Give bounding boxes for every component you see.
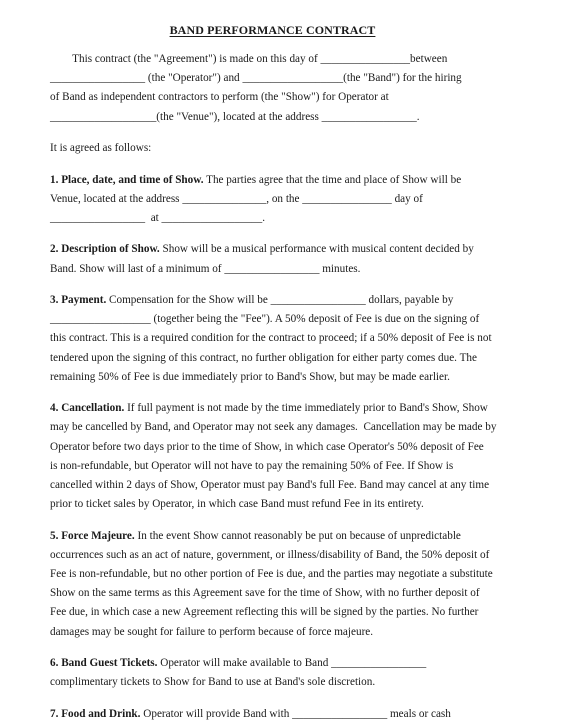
section-line: Operator before two days prior to the time of Show, in which case Operator's 50% deposit of Fee	[50, 440, 484, 453]
section-line: Show on the same terms as this Agreement save for the time of Show, with no further deposit of	[50, 587, 480, 600]
section-line: cancelled within 2 days of Show, Operator must pay Band's full Fee. Band may cancel at any time	[50, 479, 490, 492]
section-heading: 3. Payment.	[50, 294, 107, 307]
document-title	[0, 23, 545, 38]
section-line: Show will be a musical performance with musical content decided by	[159, 243, 474, 256]
section-line: prior to ticket sales by Operator, in which case Band must refund Fee in its entirety.	[50, 498, 424, 511]
section-line: __________________ (together being the "Fee"). A 50% deposit of Fee is due on the signing of	[50, 313, 480, 326]
section-line: this contract. This is a required condition for the contract to proceed; if a 50% deposit of Fee is not	[50, 332, 492, 345]
intro-line: of Band as independent contractors to perform (the "Show") for Operator at	[50, 91, 389, 104]
section-food-drink	[50, 705, 500, 724]
section-place-date-time	[50, 171, 500, 229]
section-heading: 1. Place, date, and time of Show.	[50, 173, 204, 186]
section-line: occurrences such as an act of nature, government, or illness/disability of Band, the 50% deposit of	[50, 548, 490, 561]
section-line: If full payment is not made by the time immediately prior to Band's Show, Show	[124, 402, 488, 415]
section-line: Fee due, in which case a new Agreement reflecting this will be signed by the parties. No further	[50, 606, 479, 619]
document-title-text: BAND PERFORMANCE CONTRACT	[169, 23, 376, 37]
document-body	[50, 50, 500, 724]
section-line: Compensation for the Show will be _________________ dollars, payable by	[106, 294, 454, 307]
section-line: complimentary tickets to Show for Band to use at Band's sole discretion.	[50, 676, 376, 689]
section-line: Operator will make available to Band _________________	[157, 657, 427, 670]
section-line: Band. Show will last of a minimum of _________________ minutes.	[50, 262, 361, 275]
section-heading: 6. Band Guest Tickets.	[50, 657, 158, 670]
section-heading: 2. Description of Show.	[50, 243, 160, 256]
section-line: _________________ at __________________.	[50, 211, 266, 224]
section-guest-tickets	[50, 654, 500, 692]
section-line: is non-refundable, but Operator will not have to pay the remaining 50% of Fee. If Show is	[50, 459, 454, 472]
agreed-text: It is agreed as follows:	[50, 142, 152, 155]
section-line: In the event Show cannot reasonably be put on because of unpredictable	[134, 529, 461, 542]
section-line: tendered upon the signing of this contract, no further obligation for either party comes due. The	[50, 351, 477, 364]
section-payment	[50, 291, 500, 387]
section-heading: 4. Cancellation.	[50, 402, 125, 415]
section-force-majeure	[50, 527, 500, 642]
section-line: remaining 50% of Fee is due immediately prior to Band's Show, but may be made earlier.	[50, 370, 450, 383]
section-line: The parties agree that the time and place of Show will be	[203, 173, 462, 186]
intro-paragraph	[50, 50, 500, 127]
agreed-paragraph	[50, 139, 500, 158]
section-line: Venue, located at the address _______________, on the ________________ day of	[50, 192, 423, 205]
section-line: Fee is non-refundable, but no other portion of Fee is due, and the parties may negotiate a substitute	[50, 568, 493, 581]
section-cancellation	[50, 399, 500, 514]
section-heading: 5. Force Majeure.	[50, 529, 135, 542]
section-description	[50, 240, 500, 278]
intro-line: ___________________(the "Venue"), located at the address _________________.	[50, 110, 420, 123]
section-heading: 7. Food and Drink.	[50, 707, 141, 720]
section-line: damages may be sought for failure to perform because of force majeure.	[50, 625, 374, 638]
section-line: may be cancelled by Band, and Operator may not seek any damages. Cancellation may be made by	[50, 421, 497, 434]
intro-line: _________________ (the "Operator") and __________________(the "Band") for the hiring	[50, 72, 462, 85]
section-line: Operator will provide Band with _________________ meals or cash	[140, 707, 451, 720]
intro-line: This contract (the "Agreement") is made on this day of ________________between	[50, 53, 448, 65]
